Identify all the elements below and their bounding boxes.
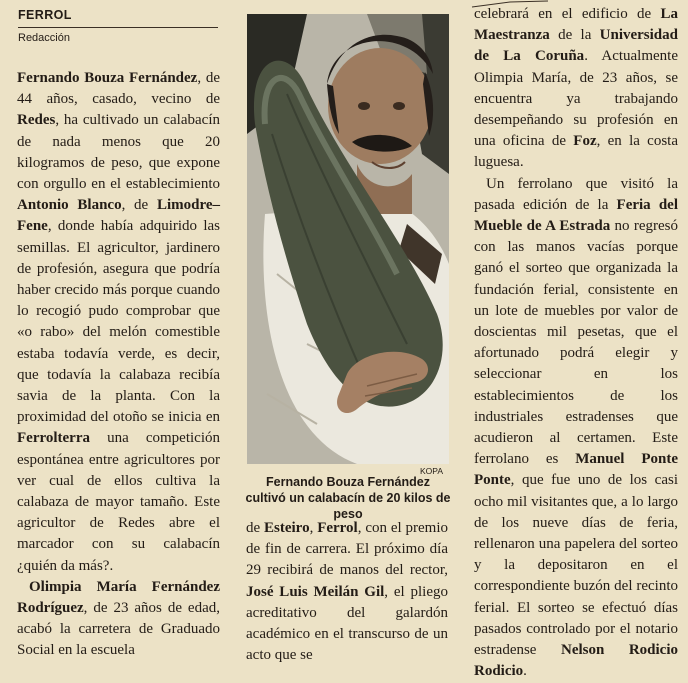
bold-text-run: Nelson Rodicio Rodicio	[474, 642, 678, 680]
text-run: , de	[121, 197, 157, 214]
bold-text-run: Feria del Mueble de A Estrada	[474, 196, 678, 235]
paragraph-furniture-fair	[474, 174, 678, 683]
paragraph-olimpia	[17, 577, 220, 662]
bold-text-run: Ferrolterra	[17, 430, 91, 447]
bold-text-run: Antonio Blanco	[17, 197, 122, 214]
text-run: , ha cultivado un calabacín de nada menos que 20 kilogramos de peso, que expone con orgullo en el establecimiento	[17, 112, 220, 193]
paragraph-pumpkin	[17, 68, 220, 577]
header-rule	[18, 27, 218, 28]
text-run: , en la costa luguesa.	[474, 133, 678, 171]
bold-text-run: La Maestranza	[474, 6, 678, 44]
article-column-2	[246, 518, 448, 666]
text-run: . Actualmente Olimpia María, de 23 años, se encuentra ya trabajando desempeñando su profesión en una oficina de	[474, 48, 678, 150]
bold-text-run: Esteiro	[264, 520, 310, 536]
bold-text-run: Ferrol	[317, 520, 358, 536]
text-run: de	[246, 520, 265, 536]
text-run: , de 23 años de edad, acabó la carretera de Graduado Social en la escuela	[17, 600, 220, 659]
text-run: , de 44 años, casado, vecino de	[17, 70, 220, 108]
text-run: una competición espontánea entre agricultores por ver cual de ellos cultiva la calabaza de mayor tamaño. Este agricultor de Redes abre el marcador con su calabacín ¿quién da más?.	[17, 430, 220, 574]
text-run: , el pliego acreditativo del galardón académico en el transcurso de un acto que se	[246, 583, 448, 664]
bold-text-run: Fernando Bouza Fernández	[17, 70, 198, 86]
text-run: de la	[549, 27, 600, 44]
paragraph-olimpia-cont	[246, 518, 448, 666]
article-column-1	[17, 68, 220, 662]
photo-credit: KOPA	[420, 466, 443, 476]
bold-text-run: José Luis Meilán Gil	[246, 583, 385, 600]
text-run: Un ferrolano que visitó la pasada edición de la	[474, 175, 678, 213]
bold-text-run: Universidad de La Coruña	[474, 27, 678, 65]
photo-caption: Fernando Bouza Fernández cultivó un calabacín de 20 kilos de peso	[245, 475, 451, 521]
text-run: ,	[309, 520, 318, 536]
bold-text-run: Olimpia María Fernández Rodríguez	[17, 578, 220, 617]
text-run: no regresó con las manos vacías porque ganó el sorteo que organizada la fundación ferial, consistente en un lote de muebles por valor de doscientas mil pesetas, que el afortunado podrá elegir y seleccionar en los establecimientos de los industriales estradenses que acudieron al certamen. Este ferrolano es	[474, 218, 678, 468]
text-run: , donde había adquirido las semillas. El agricultor, jardinero de profesión, asegura que podría haber crecido más porque cuando lo recogió pudo comprobar que «o rabo» del melón comestible estaba todavía verde, es decir, que todavía la calabaza recibía savia de la planta. Con la proximidad del otoño se inicia en	[17, 218, 220, 426]
bold-text-run: Manuel Ponte Ponte	[474, 451, 678, 489]
bold-text-run: Foz	[573, 133, 597, 150]
text-run: , que fue uno de los casi ocho mil visitantes que, a lo largo de los nueve días de feria, rellenaron una papelera del sorteo y la depositaron en el correspondiente buzón del recinto ferial. El sorteo se efectuó días pasados controlado por el notario estradense	[474, 472, 678, 659]
text-run: , con el premio de fin de carrera. El próximo día 29 recibirá de manos del rector,	[246, 520, 448, 579]
bold-text-run: Limodre–Fene	[17, 197, 220, 235]
byline: Redacción	[18, 32, 70, 44]
article-column-3	[474, 4, 678, 683]
photo-farmer-with-squash	[247, 14, 449, 464]
paragraph-olimpia-end	[474, 4, 678, 174]
text-run: .	[523, 663, 527, 680]
section-header: FERROL	[18, 8, 72, 22]
bold-text-run: Redes	[17, 112, 56, 129]
text-run: celebrará en el edificio de	[474, 6, 661, 22]
